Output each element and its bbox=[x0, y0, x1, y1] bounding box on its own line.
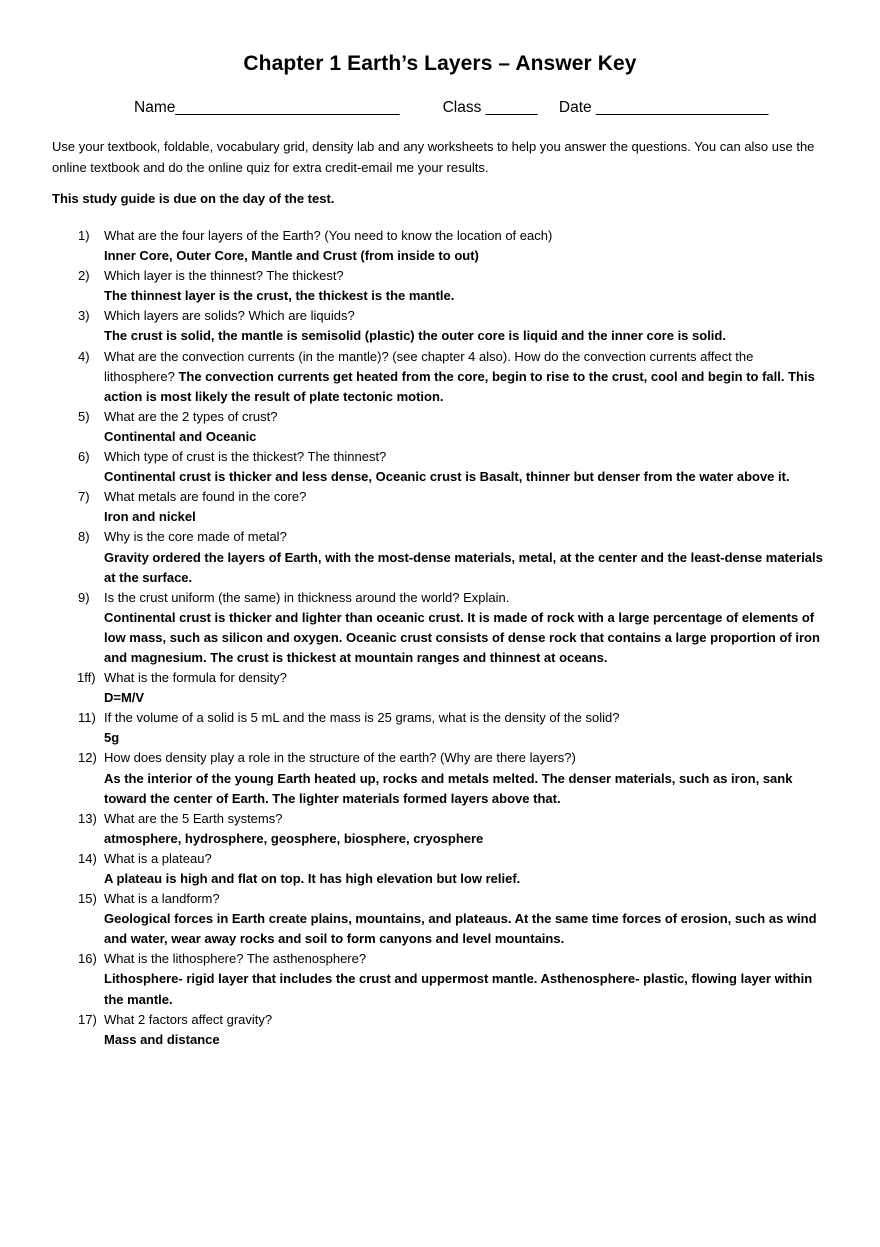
answer-text: The crust is solid, the mantle is semisolid (plastic) the outer core is liquid and the inner core is solid. bbox=[104, 328, 726, 344]
due-date-note: This study guide is due on the day of the test. bbox=[52, 191, 335, 206]
question-item bbox=[0, 226, 826, 266]
answer-text: Continental crust is thicker and less dense, Oceanic crust is Basalt, thinner but denser from the water above it. bbox=[104, 469, 790, 485]
question-text: Which layer is the thinnest? The thickest? bbox=[104, 268, 344, 284]
question-text: Is the crust uniform (the same) in thickness around the world? Explain. bbox=[104, 589, 510, 605]
question-text: What are the 5 Earth systems? bbox=[104, 810, 283, 826]
answer-text: atmosphere, hydrosphere, geosphere, biosphere, cryosphere bbox=[104, 830, 484, 846]
question-item bbox=[0, 809, 826, 849]
answer-text: The convection currents get heated from the core, begin to rise to the crust, cool and begin to fall. This action is most likely the result of plate tectonic motion. bbox=[104, 368, 815, 404]
question-text: What metals are found in the core? bbox=[104, 489, 307, 505]
question-item bbox=[0, 347, 826, 407]
question-number: 8) bbox=[78, 529, 90, 545]
answer-text: A plateau is high and flat on top. It has high elevation but low relief. bbox=[104, 871, 521, 886]
date-field: Date ____________________ bbox=[558, 99, 769, 116]
question-text: What are the four layers of the Earth? (You need to know the location of each) bbox=[104, 228, 553, 243]
question-text: What are the convection currents (in the mantle)? (see chapter 4 also). How do the convection currents affect the lithosphere? bbox=[104, 348, 754, 384]
question-text: Which layers are solids? Which are liquids? bbox=[104, 308, 355, 324]
answer-text: Continental crust is thicker and lighter than oceanic crust. It is made of rock with a large percentage of elements of low mass, such as silicon and oxygen. Oceanic crust consists of dense rock that contains a large proportion of iron and magnesium. The crust is thickest at mountain ranges and thinnest at oceans. bbox=[104, 609, 820, 665]
question-text: What is the formula for density? bbox=[104, 670, 287, 686]
question-item bbox=[0, 588, 826, 668]
question-text: What are the 2 types of crust? bbox=[104, 408, 278, 424]
question-text: What is a plateau? bbox=[104, 850, 212, 866]
question-item bbox=[0, 949, 826, 1009]
question-list bbox=[0, 226, 880, 1050]
answer-text: Inner Core, Outer Core, Mantle and Crust (from inside to out) bbox=[104, 248, 479, 264]
question-item bbox=[0, 708, 826, 748]
question-number: 15) bbox=[78, 891, 97, 907]
answer-text: The thinnest layer is the crust, the thickest is the mantle. bbox=[104, 288, 455, 304]
question-text: Why is the core made of metal? bbox=[104, 529, 287, 545]
name-field: Name__________________________ bbox=[134, 99, 400, 116]
answer-text: Mass and distance bbox=[104, 1031, 220, 1047]
question-item bbox=[0, 889, 826, 949]
question-text: Which type of crust is the thickest? The thinnest? bbox=[104, 449, 387, 465]
question-number: 6) bbox=[78, 449, 90, 465]
class-field: Class ______ bbox=[442, 99, 538, 116]
answer-text: Lithosphere- rigid layer that includes the crust and uppermost mantle. Asthenosphere- plastic, flowing layer within the mantle. bbox=[104, 971, 813, 1007]
question-item bbox=[0, 266, 826, 306]
answer-text: D=M/V bbox=[104, 690, 145, 706]
question-item bbox=[0, 447, 826, 487]
question-item bbox=[0, 306, 826, 346]
question-text: If the volume of a solid is 5 mL and the mass is 25 grams, what is the density of the solid? bbox=[104, 710, 620, 726]
question-number: 13) bbox=[78, 810, 97, 826]
question-item bbox=[0, 748, 826, 808]
question-item bbox=[0, 849, 826, 889]
answer-text: Gravity ordered the layers of Earth, with the most-dense materials, metal, at the center and the least-dense materials at the surface. bbox=[104, 549, 823, 585]
answer-text: Iron and nickel bbox=[104, 509, 196, 525]
question-number: 16) bbox=[78, 951, 97, 967]
answer-text: Continental and Oceanic bbox=[104, 428, 257, 444]
question-item bbox=[0, 1010, 826, 1050]
question-text: What 2 factors affect gravity? bbox=[104, 1011, 273, 1027]
question-item bbox=[0, 527, 826, 587]
instructions-paragraph: Use your textbook, foldable, vocabulary grid, density lab and any worksheets to help you answer the questions. You can also use the online textbook and do the online quiz for extra credit-email me your results. bbox=[52, 139, 815, 175]
question-item bbox=[0, 407, 826, 447]
question-number: 7) bbox=[78, 489, 90, 505]
question-text: What is the lithosphere? The asthenosphere? bbox=[104, 951, 367, 967]
question-item bbox=[0, 487, 826, 527]
question-number: 1ff) bbox=[77, 670, 96, 686]
question-number: 12) bbox=[78, 750, 97, 766]
question-item bbox=[0, 668, 826, 708]
question-text: What is a landform? bbox=[104, 891, 220, 907]
question-number: 4) bbox=[78, 348, 90, 364]
question-number: 9) bbox=[78, 589, 90, 605]
answer-text: As the interior of the young Earth heated up, rocks and metals melted. The denser materials, such as iron, sank toward the center of Earth. The lighter materials formed layers above that. bbox=[104, 770, 793, 806]
question-number: 14) bbox=[78, 850, 97, 866]
page-title: Chapter 1 Earth’s Layers – Answer Key bbox=[243, 52, 637, 75]
answer-text: Geological forces in Earth create plains, mountains, and plateaus. At the same time forces of erosion, such as wind and water, wear away rocks and soil to form canyons and level mountains. bbox=[104, 911, 817, 947]
question-number: 11) bbox=[78, 710, 96, 726]
question-number: 3) bbox=[78, 308, 90, 324]
question-number: 17) bbox=[78, 1011, 97, 1027]
answer-text: 5g bbox=[104, 730, 120, 746]
question-text: How does density play a role in the structure of the earth? (Why are there layers?) bbox=[104, 750, 576, 766]
student-info-fields bbox=[134, 99, 768, 117]
question-number: 5) bbox=[78, 408, 90, 424]
question-number: 2) bbox=[78, 268, 90, 284]
question-number: 1) bbox=[78, 228, 90, 243]
